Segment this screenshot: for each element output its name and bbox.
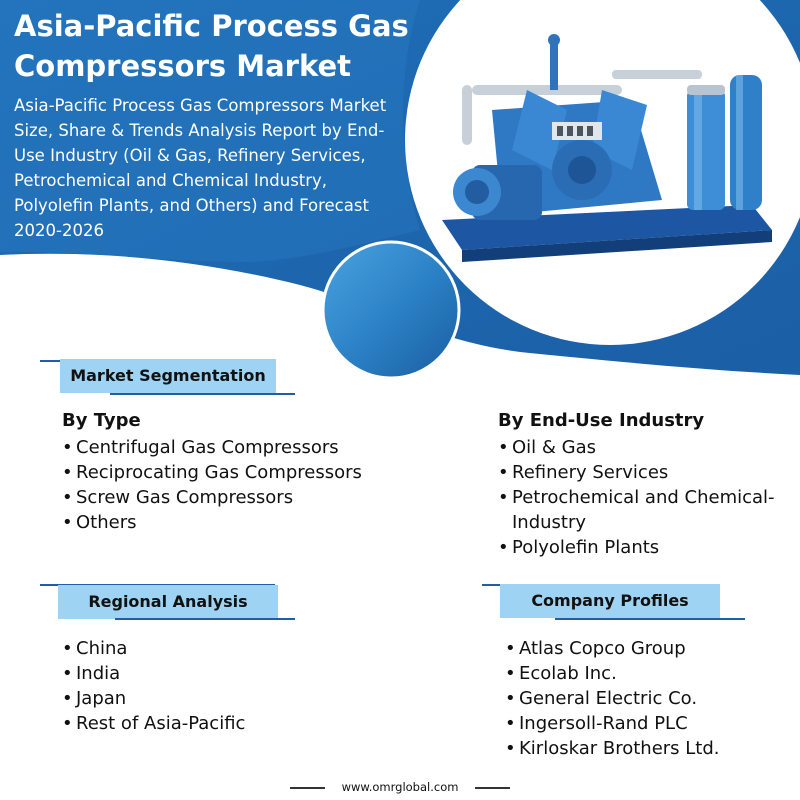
company-profiles-label: Company Profiles (500, 584, 720, 618)
footer-website-link[interactable]: www.omrglobal.com (325, 780, 475, 794)
regional-analysis-label: Regional Analysis (58, 585, 278, 619)
company-rule-bottom (555, 618, 745, 620)
list-item: • General Electric Co. (505, 686, 795, 711)
list-item: • Japan (62, 686, 362, 711)
by-end-use-list (498, 435, 790, 560)
regional-rule-bottom (115, 618, 295, 620)
list-item: • China (62, 636, 362, 661)
list-item: • Polyolefin Plants (498, 535, 790, 560)
by-type-heading: By Type (62, 410, 141, 431)
market-segmentation-label: Market Segmentation (60, 359, 276, 393)
by-type-list (62, 435, 402, 535)
list-item: • Petrochemical and Chemical-Industry (498, 485, 790, 535)
list-item: • Kirloskar Brothers Ltd. (505, 736, 795, 761)
segmentation-rule-bottom (110, 393, 295, 395)
footer-rule-right (475, 787, 510, 789)
gas-compressor-machine-icon (432, 30, 782, 270)
list-item: • India (62, 661, 362, 686)
list-item: • Ecolab Inc. (505, 661, 795, 686)
report-subtitle: Asia-Pacific Process Gas Compressors Market Size, Share & Trends Analysis Report by End-Use Industry (Oil & Gas, Refinery Services, Petrochemical and Chemical Industry, Polyolefin Plants, and Others) and Forecast 2020-2026 (14, 96, 387, 240)
regional-list (62, 636, 362, 736)
list-item: • Rest of Asia-Pacific (62, 711, 362, 736)
list-item: • Others (62, 510, 402, 535)
list-item: • Reciprocating Gas Compressors (62, 460, 402, 485)
by-end-use-heading: By End-Use Industry (498, 410, 705, 431)
list-item: • Oil & Gas (498, 435, 790, 460)
page-title: Asia-Pacific Process Gas Compressors Market (14, 9, 409, 83)
list-item: • Ingersoll-Rand PLC (505, 711, 795, 736)
list-item: • Atlas Copco Group (505, 636, 795, 661)
list-item: • Refinery Services (498, 460, 790, 485)
list-item: • Centrifugal Gas Compressors (62, 435, 402, 460)
company-list (505, 636, 795, 761)
footer-rule-left (290, 787, 325, 789)
list-item: • Screw Gas Compressors (62, 485, 402, 510)
